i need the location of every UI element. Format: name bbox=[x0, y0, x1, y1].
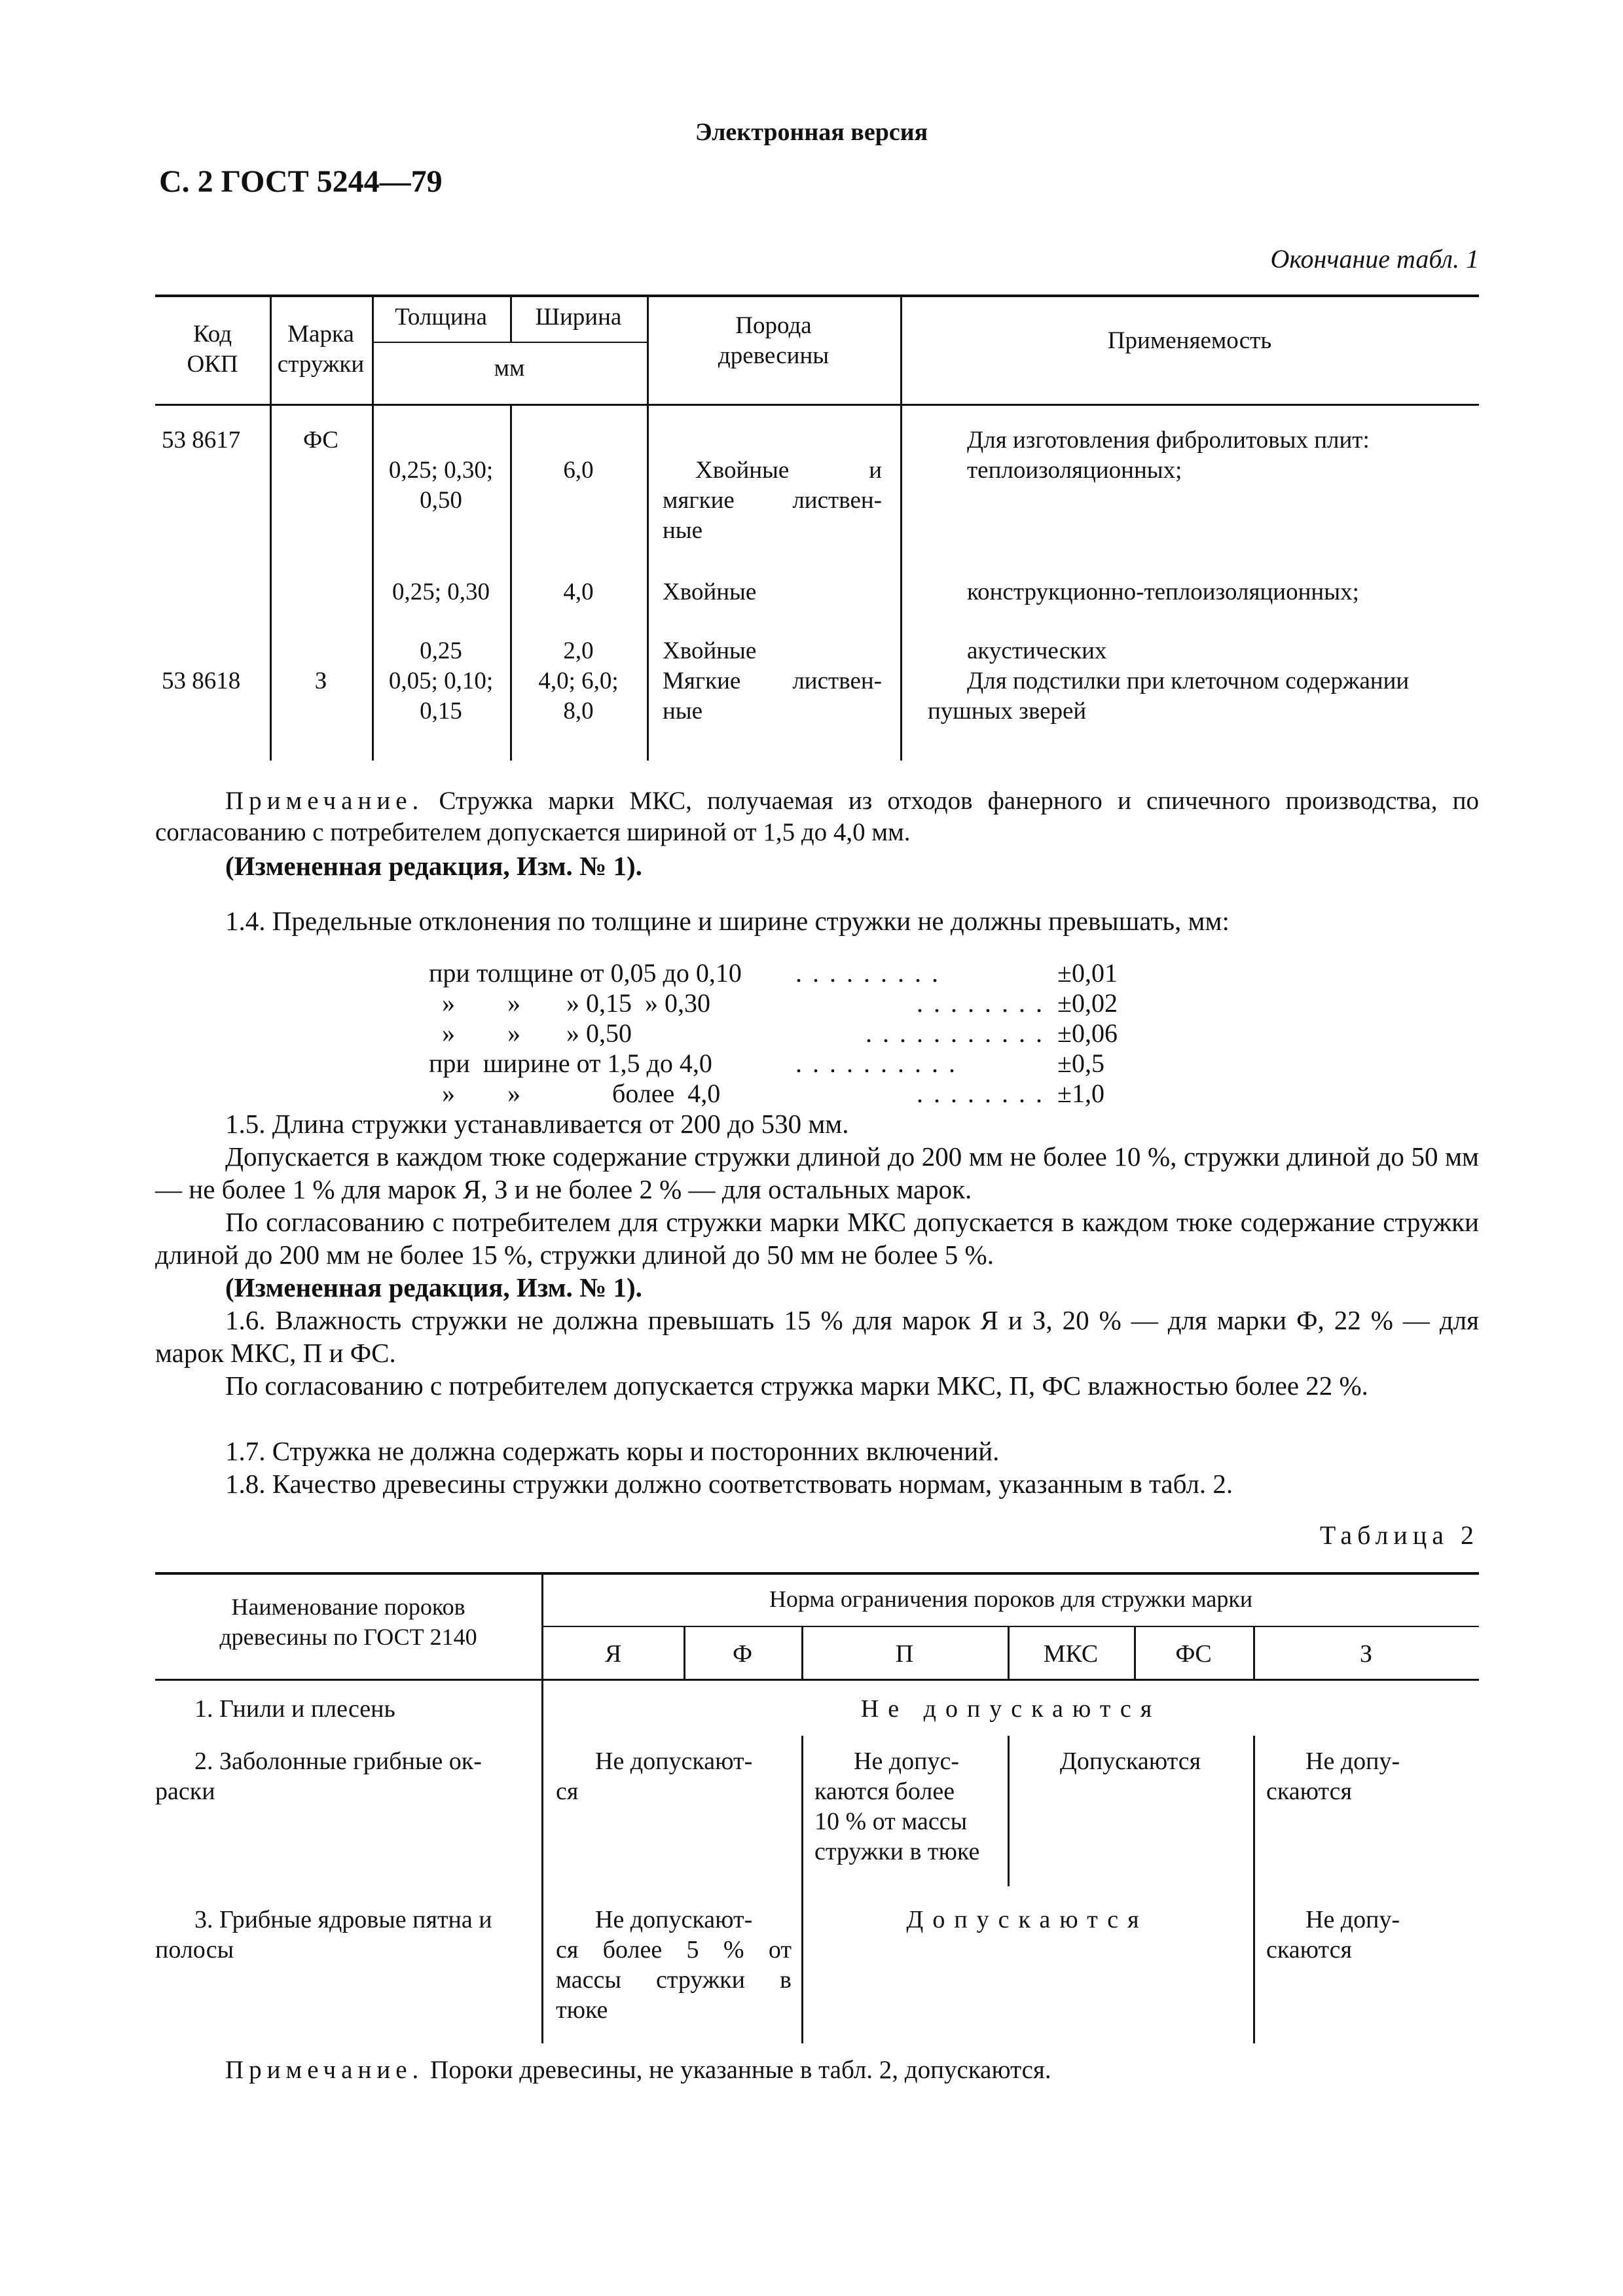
paragraph-1-5-c: По согласованию с потребителем для стружки марки МКС допускается в каждом тюке содержание стружки длиной до 200 мм не более 15 %, стружки длиной до 50 мм не более 5 %. bbox=[155, 1207, 1479, 1270]
paragraph-1-4: 1.4. Предельные отклонения по толщине и ширине стружки не должны превышать, мм: bbox=[225, 906, 1230, 936]
header-code: Код ОКП bbox=[187, 321, 238, 378]
note-label: Примечание. bbox=[225, 787, 424, 815]
note-label: Примечание. bbox=[225, 2056, 424, 2084]
paragraph-1-8: 1.8. Качество древесины стружки должно соответствовать нормам, указанным в табл. 2. bbox=[225, 1469, 1233, 1499]
cell-width: 2,0 bbox=[563, 637, 594, 664]
header-defect-name: Наименование пороков древесины по ГОСТ 2140 bbox=[219, 1594, 477, 1650]
header-usage: Применяемость bbox=[1107, 327, 1272, 354]
header-mark: Ф bbox=[732, 1640, 753, 1668]
header-thickness: Толщина bbox=[395, 304, 487, 331]
deviation-row: при ширине от 1,5 до 4,0 . . . . . . . . . . ±0,5 bbox=[429, 1049, 1104, 1078]
paragraph-1-7: 1.7. Стружка не должна содержать коры и посторонних включений. bbox=[225, 1436, 1000, 1466]
cell-species: Хвойные bbox=[663, 637, 757, 664]
row-norm-value: Допускаются bbox=[906, 1906, 1148, 1933]
row-norm-value: Допускаются bbox=[1059, 1748, 1201, 1775]
cell-thickness: 0,25; 0,30; 0,50 bbox=[388, 457, 494, 514]
cell-thickness: 0,25; 0,30 bbox=[392, 579, 490, 605]
paragraph-1-6-b: По согласованию с потребителем допускается стружка марки МКС, П, ФС влажностью более 22 %. bbox=[225, 1371, 1368, 1401]
table-continuation-label: Окончание табл. 1 bbox=[1270, 244, 1479, 274]
row-norm-value: Не допу- скаются bbox=[1266, 1906, 1400, 1964]
header-brand: Марка стружки bbox=[277, 321, 365, 378]
cell-species: Хвойные bbox=[663, 579, 757, 605]
row-norm-value: Не допус- каются более 10 % от массы стружки в тюке bbox=[814, 1748, 980, 1865]
header-mark: МКС bbox=[1043, 1640, 1099, 1668]
cell-brand: ФС bbox=[303, 427, 338, 454]
row-norm-value: Не допу- скаются bbox=[1266, 1748, 1400, 1805]
cell-usage: Для подстилки при клеточном содержании пушных зверей bbox=[928, 668, 1410, 725]
row-defect-name: 2. Заболонные грибные ок- раски bbox=[155, 1748, 482, 1805]
paragraph-1-5-b: Допускается в каждом тюке содержание стружки длиной до 200 мм не более 10 %, стружки длиной до 50 мм — не более 1 % для марок Я, З и не более 2 % — для остальных марок. bbox=[155, 1141, 1479, 1204]
amendment-note-2: (Измененная редакция, Изм. № 1). bbox=[225, 1272, 642, 1302]
row-norm-value: Не допускаются bbox=[860, 1695, 1161, 1723]
table-2 bbox=[155, 1572, 1479, 2043]
row-norm-value: Не допускают- ся bbox=[556, 1748, 753, 1805]
cell-usage: Для изготовления фибролитовых плит: теплоизоляционных; bbox=[967, 427, 1370, 484]
header-mark: З bbox=[1359, 1640, 1373, 1668]
cell-width: 4,0; 6,0; 8,0 bbox=[538, 668, 619, 725]
cell-code: 53 8618 bbox=[162, 668, 241, 694]
note-2: Примечание. Пороки древесины, не указанные в табл. 2, допускаются. bbox=[225, 2056, 1051, 2084]
header-norm-group: Норма ограничения пороков для стружки марки bbox=[769, 1586, 1253, 1612]
row-defect-name: 1. Гнили и плесень bbox=[194, 1695, 395, 1723]
cell-brand: З bbox=[314, 668, 327, 694]
cell-width: 4,0 bbox=[563, 579, 594, 605]
table-1 bbox=[155, 295, 1479, 761]
note-1: Примечание. Стружка марки МКС, получаемая из отходов фанерного и спичечного производства, по согласованию с потребителем допускается шириной от 1,5 до 4,0 мм. bbox=[155, 787, 1479, 846]
cell-thickness: 0,05; 0,10; 0,15 bbox=[388, 668, 494, 725]
header-mark: Я bbox=[604, 1640, 622, 1668]
deviations-list bbox=[429, 958, 1149, 1109]
deviation-row: » » » 0,50 . . . . . . . . . . . ±0,06 bbox=[442, 1018, 1118, 1048]
cell-usage: конструкционно-теплоизоляционных; bbox=[967, 579, 1359, 605]
header-unit: мм bbox=[494, 355, 525, 382]
header-species: Порода древесины bbox=[718, 312, 830, 369]
header-width: Ширина bbox=[535, 304, 622, 331]
row-defect-name: 3. Грибные ядровые пятна и полосы bbox=[155, 1906, 492, 1964]
paragraph-1-5: 1.5. Длина стружки устанавливается от 200 до 530 мм. bbox=[225, 1109, 849, 1139]
cell-species: Мягкие листвен- ные bbox=[663, 668, 882, 725]
table-2-caption: Таблица 2 bbox=[1319, 1520, 1479, 1550]
deviation-row: при толщине от 0,05 до 0,10 . . . . . . . . . ±0,01 bbox=[429, 958, 1118, 988]
header-mark: ФС bbox=[1175, 1640, 1212, 1668]
cell-usage: акустических bbox=[967, 637, 1107, 664]
cell-width: 6,0 bbox=[563, 457, 594, 484]
paragraph-1-6: 1.6. Влажность стружки не должна превышать 15 % для марок Я и З, 20 % — для марки Ф, 22 % — для марок МКС, П и ФС. bbox=[155, 1305, 1479, 1368]
amendment-note: (Измененная редакция, Изм. № 1). bbox=[225, 851, 642, 881]
deviation-row: » » более 4,0 . . . . . . . . ±1,0 bbox=[442, 1079, 1104, 1108]
row-norm-value: Не допускают- ся более 5 % от массы стружки в тюке bbox=[556, 1906, 792, 2024]
page-identifier: С. 2 ГОСТ 5244—79 bbox=[159, 164, 443, 199]
cell-species: Хвойные и мягкие листвен- ные bbox=[663, 457, 882, 544]
cell-code: 53 8617 bbox=[162, 427, 241, 454]
cell-thickness: 0,25 bbox=[420, 637, 462, 664]
deviation-row: » » » 0,15 » 0,30 . . . . . . . . ±0,02 bbox=[442, 988, 1118, 1018]
watermark-title: Электронная версия bbox=[695, 118, 928, 146]
header-mark: П bbox=[895, 1640, 914, 1668]
